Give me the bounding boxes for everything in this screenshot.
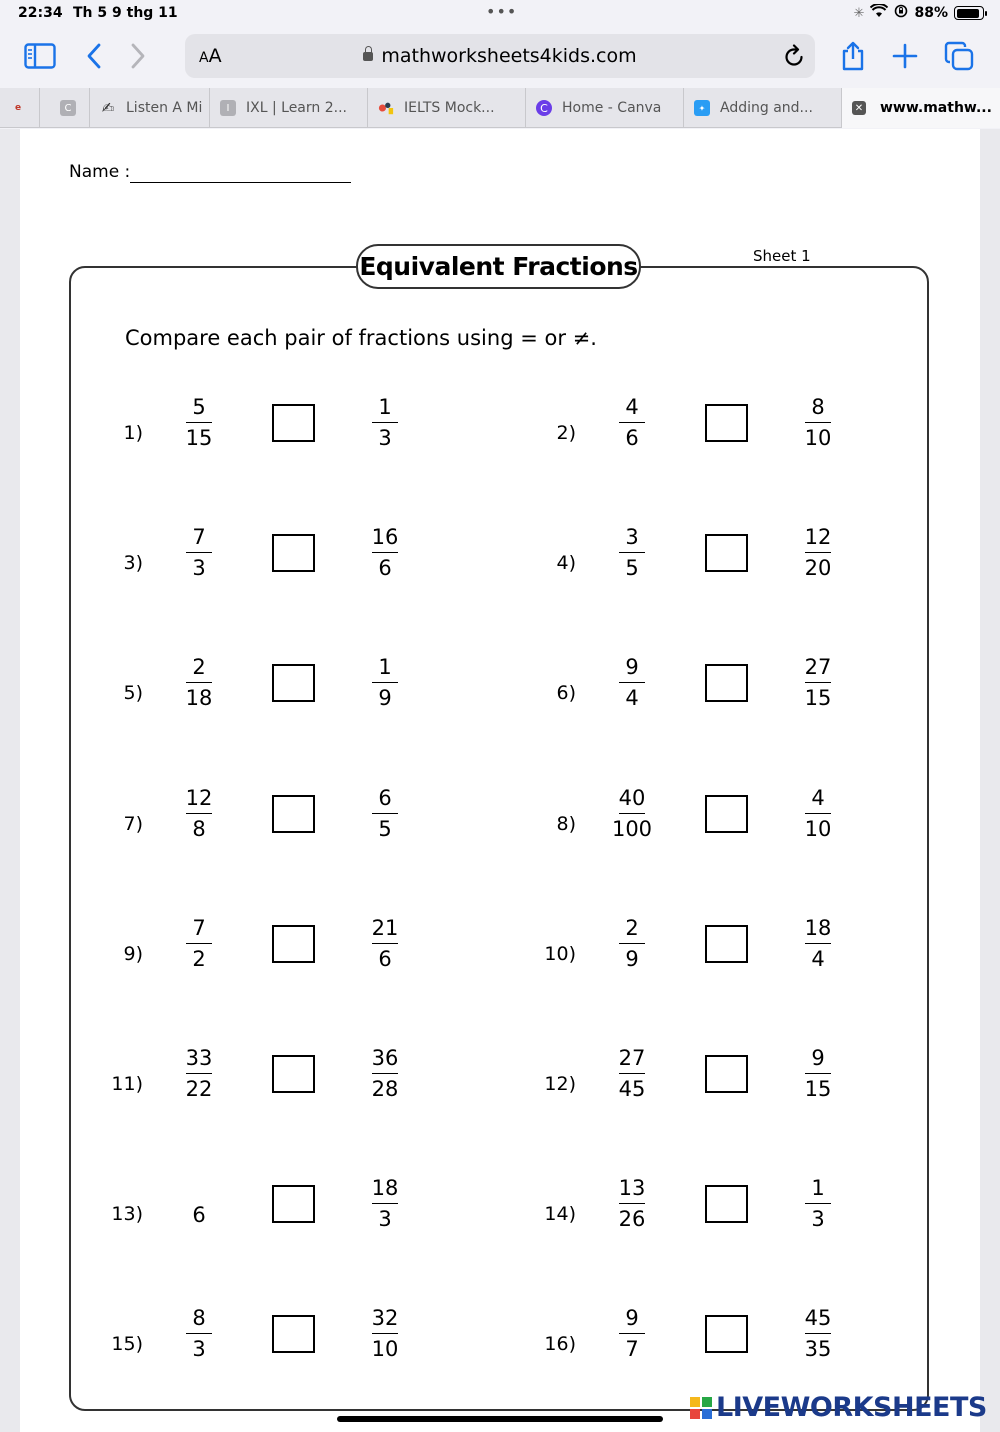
- tab-listen[interactable]: [90, 88, 210, 128]
- problem-item: [100, 1306, 500, 1386]
- denominator: 2: [192, 947, 206, 971]
- reload-icon[interactable]: [783, 44, 805, 72]
- tab-label: IELTS Mock...: [404, 100, 495, 116]
- left-fraction: [604, 655, 660, 711]
- fraction-bar: [372, 813, 398, 814]
- numerator: 5: [192, 395, 206, 419]
- right-fraction: [790, 1046, 846, 1102]
- status-date: Th 5 9 thg 11: [73, 5, 178, 21]
- fraction-bar: [619, 422, 645, 423]
- answer-box[interactable]: [272, 404, 315, 442]
- problem-item: [100, 525, 500, 605]
- fraction-bar: [619, 1203, 645, 1204]
- worksheet-page: [20, 129, 980, 1432]
- web-content: [0, 129, 1000, 1432]
- numerator: 8: [811, 395, 825, 419]
- denominator: 100: [611, 817, 653, 841]
- numerator: 16: [371, 525, 399, 549]
- right-fraction: [357, 1046, 413, 1102]
- numerator: 7: [192, 916, 206, 940]
- forward-icon[interactable]: [120, 40, 156, 72]
- numerator: 2: [625, 916, 639, 940]
- quizizz-icon: ✦: [694, 100, 710, 116]
- fraction-bar: [619, 943, 645, 944]
- denominator: 45: [618, 1077, 646, 1101]
- problem-number: 2): [556, 422, 576, 444]
- left-fraction: [604, 916, 660, 972]
- problem-item: [533, 395, 933, 475]
- tab-label: Home - Canva: [562, 100, 662, 116]
- fraction-bar: [186, 813, 212, 814]
- right-fraction: [790, 916, 846, 972]
- problem-number: 13): [111, 1203, 143, 1225]
- problem-item: [100, 395, 500, 475]
- problem-item: [100, 786, 500, 866]
- tab-label: www.mathw...: [880, 100, 992, 116]
- tab-etest[interactable]: [0, 88, 40, 128]
- fraction-bar: [372, 422, 398, 423]
- wifi-icon: [870, 4, 888, 22]
- problem-number: 8): [556, 813, 576, 835]
- problem-number: 10): [544, 943, 576, 965]
- left-fraction: [604, 525, 660, 581]
- right-fraction: [357, 655, 413, 711]
- answer-box[interactable]: [272, 1055, 315, 1093]
- fraction-bar: [619, 813, 645, 814]
- numerator: 6: [378, 786, 392, 810]
- denominator: 18: [185, 686, 213, 710]
- fraction-bar: [372, 1203, 398, 1204]
- battery-icon: [954, 6, 984, 20]
- numerator: 4: [811, 786, 825, 810]
- left-fraction: [171, 916, 227, 972]
- home-indicator[interactable]: [337, 1416, 663, 1422]
- tab-label: Adding and...: [720, 100, 813, 116]
- problem-item: [533, 916, 933, 996]
- denominator: 7: [625, 1337, 639, 1361]
- denominator: 35: [804, 1337, 832, 1361]
- orientation-lock-icon: [894, 4, 908, 22]
- tab-label: IXL | Learn 2...: [246, 100, 347, 116]
- reader-options-button[interactable]: AA: [199, 45, 222, 67]
- multitasking-dots-icon[interactable]: •••: [486, 2, 518, 21]
- problem-number: 4): [556, 552, 576, 574]
- denominator: 8: [192, 817, 206, 841]
- numerator: 1: [378, 395, 392, 419]
- fraction-bar: [805, 1333, 831, 1334]
- denominator: 20: [804, 556, 832, 580]
- close-tab-icon[interactable]: ✕: [852, 101, 866, 115]
- fraction-bar: [805, 422, 831, 423]
- fraction-bar: [372, 1333, 398, 1334]
- answer-box[interactable]: [705, 1055, 748, 1093]
- right-fraction: [357, 916, 413, 972]
- problem-number: 7): [123, 813, 143, 835]
- left-fraction: [604, 1046, 660, 1102]
- fraction-bar: [186, 1333, 212, 1334]
- answer-box[interactable]: [705, 664, 748, 702]
- left-fraction: [171, 655, 227, 711]
- answer-box[interactable]: [272, 664, 315, 702]
- right-fraction: [357, 525, 413, 581]
- denominator: 10: [804, 817, 832, 841]
- status-indicators: [854, 4, 984, 22]
- left-fraction: [171, 1306, 227, 1362]
- share-icon[interactable]: [835, 40, 871, 72]
- denominator: 15: [804, 686, 832, 710]
- problem-item: [100, 1046, 500, 1126]
- problem-number: 9): [123, 943, 143, 965]
- denominator: 9: [378, 686, 392, 710]
- fraction-bar: [186, 552, 212, 553]
- ielts-icon: [378, 100, 394, 116]
- numerator: 8: [192, 1306, 206, 1330]
- left-fraction: [171, 525, 227, 581]
- battery-percent: 88%: [914, 5, 948, 21]
- fraction-bar: [619, 552, 645, 553]
- left-fraction: [604, 786, 660, 842]
- answer-box[interactable]: [705, 1315, 748, 1353]
- problem-item: [100, 916, 500, 996]
- brand-text: LIVEWORKSHEETS: [716, 1392, 987, 1423]
- instructions: Compare each pair of fractions using = or ≠.: [125, 326, 597, 350]
- numerator: 2: [192, 655, 206, 679]
- right-fraction: [790, 655, 846, 711]
- tab-ielts[interactable]: [368, 88, 526, 128]
- fraction-bar: [372, 943, 398, 944]
- denominator: 5: [625, 556, 639, 580]
- status-bar: [0, 0, 1000, 28]
- problem-number: 3): [123, 552, 143, 574]
- denominator: 5: [378, 817, 392, 841]
- fraction-bar: [805, 552, 831, 553]
- denominator: 10: [371, 1337, 399, 1361]
- problem-number: 16): [544, 1333, 576, 1355]
- numerator: 33: [185, 1046, 213, 1070]
- name-line: [130, 182, 351, 183]
- back-icon[interactable]: [76, 40, 112, 72]
- left-fraction: [604, 1306, 660, 1362]
- numerator: 4: [625, 395, 639, 419]
- problem-number: 6): [556, 682, 576, 704]
- fraction-bar: [805, 682, 831, 683]
- fraction-bar: [805, 1073, 831, 1074]
- answer-box[interactable]: [272, 534, 315, 572]
- numerator: 9: [625, 1306, 639, 1330]
- left-fraction: [171, 786, 227, 842]
- numerator: 1: [811, 1176, 825, 1200]
- whole-number: 6: [192, 1203, 206, 1227]
- right-fraction: [790, 786, 846, 842]
- left-fraction: [171, 395, 227, 451]
- denominator: 3: [378, 1207, 392, 1231]
- denominator: 6: [378, 556, 392, 580]
- right-fraction: [357, 395, 413, 451]
- url-field[interactable]: [185, 45, 815, 67]
- denominator: 28: [371, 1077, 399, 1101]
- fraction-bar: [805, 813, 831, 814]
- answer-box[interactable]: [272, 1315, 315, 1353]
- tab-c[interactable]: [40, 88, 90, 128]
- ixl-icon: I: [220, 100, 236, 116]
- tab-canva[interactable]: [526, 88, 684, 128]
- answer-box[interactable]: [272, 795, 315, 833]
- denominator: 3: [378, 426, 392, 450]
- sheet-label: Sheet 1: [753, 247, 811, 265]
- name-label: Name :: [69, 162, 131, 182]
- right-fraction: [357, 1306, 413, 1362]
- problem-item: [533, 525, 933, 605]
- tab-label: Listen A Mi: [126, 100, 203, 116]
- denominator: 15: [804, 1077, 832, 1101]
- right-fraction: [357, 1176, 413, 1232]
- numerator: 36: [371, 1046, 399, 1070]
- problem-item: [100, 1176, 500, 1256]
- problem-number: 1): [123, 422, 143, 444]
- answer-box[interactable]: [705, 534, 748, 572]
- problem-item: [533, 1306, 933, 1386]
- problem-number: 12): [544, 1073, 576, 1095]
- liveworksheets-logo: [690, 1392, 987, 1423]
- numerator: 45: [804, 1306, 832, 1330]
- numerator: 7: [192, 525, 206, 549]
- problem-number: 5): [123, 682, 143, 704]
- denominator: 15: [185, 426, 213, 450]
- numerator: 27: [804, 655, 832, 679]
- lock-icon: [363, 52, 373, 61]
- liveworksheets-logo-icon: [690, 1397, 712, 1419]
- denominator: 3: [192, 556, 206, 580]
- letter-c-icon: C: [60, 100, 76, 116]
- denominator: 6: [378, 947, 392, 971]
- denominator: 22: [185, 1077, 213, 1101]
- answer-box[interactable]: [705, 1185, 748, 1223]
- numerator: 21: [371, 916, 399, 940]
- fraction-bar: [372, 1073, 398, 1074]
- fraction-bar: [372, 552, 398, 553]
- right-fraction: [790, 1306, 846, 1362]
- fraction-bar: [186, 943, 212, 944]
- problem-number: 14): [544, 1203, 576, 1225]
- numerator: 3: [625, 525, 639, 549]
- denominator: 9: [625, 947, 639, 971]
- fraction-bar: [619, 1073, 645, 1074]
- denominator: 4: [811, 947, 825, 971]
- answer-box[interactable]: [705, 925, 748, 963]
- fraction-bar: [186, 682, 212, 683]
- status-time: 22:34: [18, 5, 63, 21]
- problem-item: [533, 655, 933, 735]
- answer-box[interactable]: [705, 404, 748, 442]
- problem-number: 11): [111, 1073, 143, 1095]
- denominator: 6: [625, 426, 639, 450]
- numerator: 9: [625, 655, 639, 679]
- numerator: 9: [811, 1046, 825, 1070]
- url-text: mathworksheets4kids.com: [381, 45, 637, 67]
- numerator: 40: [618, 786, 646, 810]
- tab-bar: [0, 88, 1000, 128]
- right-fraction: [790, 1176, 846, 1232]
- problem-item: [533, 786, 933, 866]
- sidebar-toggle-icon[interactable]: [22, 40, 58, 72]
- new-tab-icon[interactable]: [887, 40, 923, 72]
- loading-icon: ✳: [853, 5, 865, 21]
- left-fraction: [604, 1176, 660, 1232]
- right-fraction: [357, 786, 413, 842]
- left-fraction: [171, 1203, 227, 1228]
- numerator: 12: [804, 525, 832, 549]
- problem-item: [100, 655, 500, 735]
- fraction-bar: [805, 1203, 831, 1204]
- answer-box[interactable]: [272, 1185, 315, 1223]
- tab-mathworksheets[interactable]: [842, 88, 1000, 128]
- denominator: 4: [625, 686, 639, 710]
- canva-icon: C: [536, 100, 552, 116]
- problem-number: 15): [111, 1333, 143, 1355]
- answer-box[interactable]: [272, 925, 315, 963]
- left-fraction: [604, 395, 660, 451]
- problem-item: [533, 1046, 933, 1126]
- numerator: 32: [371, 1306, 399, 1330]
- problem-item: [533, 1176, 933, 1256]
- fraction-bar: [372, 682, 398, 683]
- listen-icon: ✍: [101, 99, 115, 117]
- left-fraction: [171, 1046, 227, 1102]
- right-fraction: [790, 525, 846, 581]
- fraction-bar: [186, 422, 212, 423]
- denominator: 3: [811, 1207, 825, 1231]
- numerator: 27: [618, 1046, 646, 1070]
- denominator: 26: [618, 1207, 646, 1231]
- tab-overview-icon[interactable]: [941, 40, 977, 72]
- fraction-bar: [186, 1073, 212, 1074]
- numerator: 18: [804, 916, 832, 940]
- answer-box[interactable]: [705, 795, 748, 833]
- numerator: 1: [378, 655, 392, 679]
- fraction-bar: [619, 1333, 645, 1334]
- denominator: 10: [804, 426, 832, 450]
- tab-adding[interactable]: [684, 88, 842, 128]
- right-fraction: [790, 395, 846, 451]
- browser-toolbar: [0, 28, 1000, 88]
- numerator: 18: [371, 1176, 399, 1200]
- numerator: 12: [185, 786, 213, 810]
- fraction-bar: [619, 682, 645, 683]
- fraction-bar: [805, 943, 831, 944]
- address-bar[interactable]: [185, 34, 815, 78]
- etest-icon: e: [14, 103, 22, 113]
- denominator: 3: [192, 1337, 206, 1361]
- worksheet-title: Equivalent Fractions: [356, 244, 641, 289]
- tab-ixl[interactable]: [210, 88, 368, 128]
- numerator: 13: [618, 1176, 646, 1200]
